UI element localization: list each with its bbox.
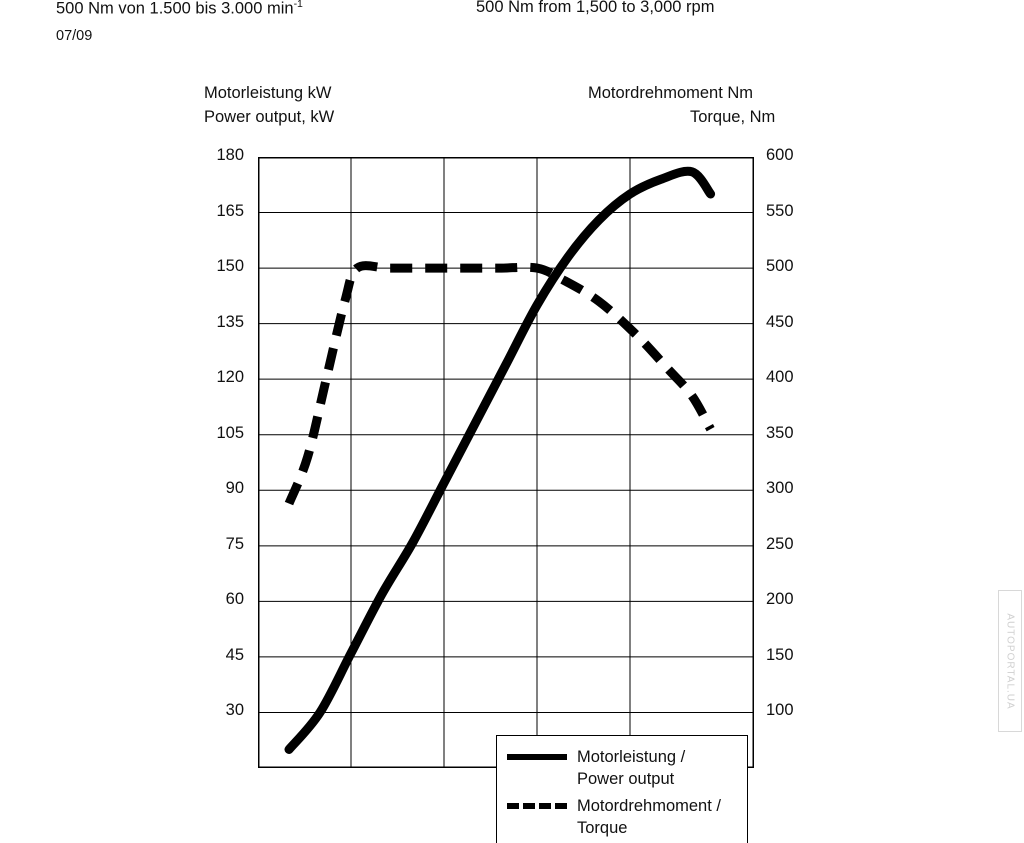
left-tick-label: 135 [216, 312, 244, 331]
legend-label-power [577, 746, 685, 791]
right-tick-label: 400 [766, 368, 794, 387]
left-tick-label: 165 [216, 201, 244, 220]
left-tick-label: 120 [216, 368, 244, 387]
left-tick-label: 75 [225, 534, 244, 553]
right-axis-caption-en: Torque, Nm [690, 108, 776, 126]
legend-label-torque [577, 795, 721, 840]
legend-item-power [507, 746, 737, 791]
right-tick-label: 100 [766, 701, 794, 720]
watermark [998, 590, 1022, 732]
chart-gridlines [258, 157, 754, 768]
left-tick-label: 90 [225, 479, 244, 498]
right-tick-label: 550 [766, 201, 794, 220]
right-tick-label: 350 [766, 423, 794, 442]
header-spec-de [56, 0, 303, 19]
chart-plot-frame [259, 158, 754, 768]
right-tick-label: 150 [766, 645, 794, 664]
power-curve [289, 171, 711, 749]
chart-canvas [258, 157, 754, 768]
engine-performance-chart [258, 157, 754, 768]
left-tick-label: 180 [216, 146, 244, 164]
right-axis-tick-labels [766, 0, 826, 768]
left-tick-label: 45 [225, 645, 244, 664]
header-spec-en: 500 Nm from 1,500 to 3,000 rpm [476, 0, 715, 16]
right-tick-label: 450 [766, 312, 794, 331]
header-spec-de-text: 500 Nm von 1.500 bis 3.000 min [56, 0, 294, 18]
right-tick-label: 200 [766, 590, 794, 609]
right-tick-label: 300 [766, 479, 794, 498]
legend-label-torque-en: Torque [577, 818, 628, 837]
legend-swatch-dashed-icon [507, 803, 567, 809]
right-tick-label: 600 [766, 146, 794, 164]
left-axis-caption-en: Power output, kW [204, 108, 335, 126]
watermark-text: AUTOPORTAL.UA [1004, 612, 1016, 710]
left-tick-label: 105 [216, 423, 244, 442]
right-axis-caption-de: Motordrehmoment Nm [588, 84, 754, 102]
right-tick-label: 500 [766, 257, 794, 276]
legend-label-power-en: Power output [577, 770, 675, 789]
header-date: 07/09 [56, 28, 93, 44]
left-axis-tick-labels [186, 0, 244, 768]
legend-label-torque-de: Motordrehmoment / [577, 796, 721, 815]
legend-swatch-solid-icon [507, 754, 567, 760]
left-tick-label: 60 [225, 590, 244, 609]
header-spec-de-superscript: -1 [293, 0, 303, 10]
left-tick-label: 150 [216, 257, 244, 276]
right-tick-label: 250 [766, 534, 794, 553]
left-tick-label: 30 [225, 701, 244, 720]
legend-item-torque [507, 795, 737, 840]
left-axis-caption-de: Motorleistung kW [204, 84, 332, 102]
chart-legend [496, 735, 748, 843]
legend-label-power-de: Motorleistung / [577, 748, 686, 766]
